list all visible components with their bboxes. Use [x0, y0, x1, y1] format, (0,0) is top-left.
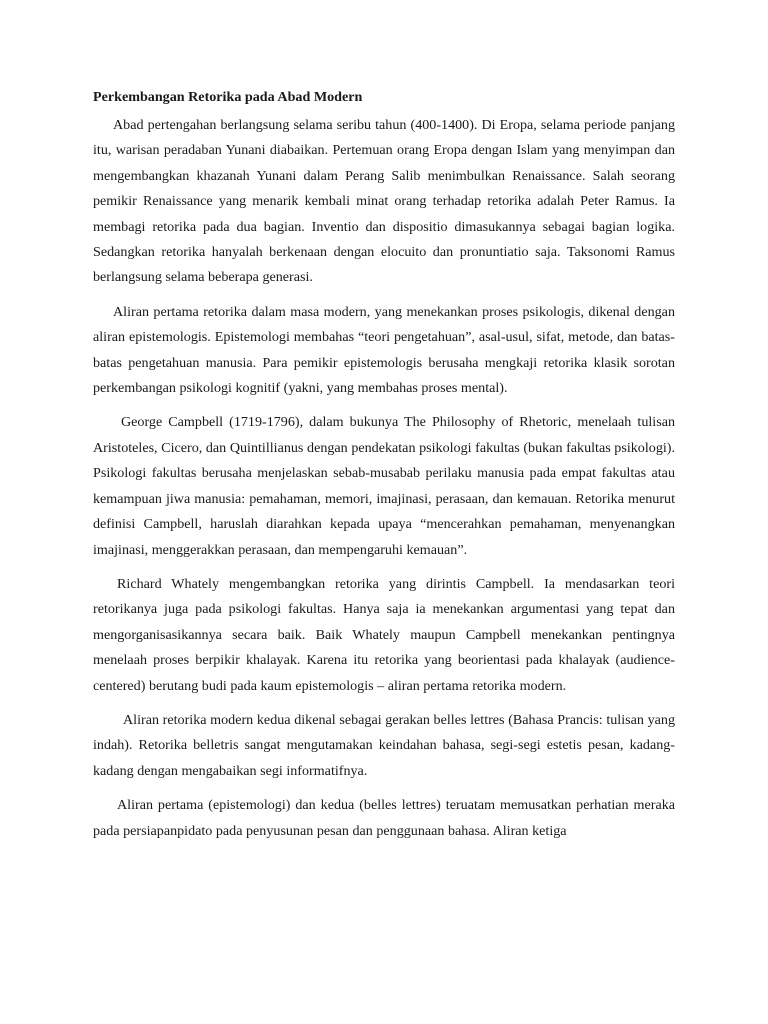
paragraph-richard-whately: Richard Whately mengembangkan retorika yang dirintis Campbell. Ia mendasarkan teori retorikanya juga pada psikologi fakultas. Hanya saja ia menekankan argumentasi yang tepat dan mengorganisasikannya secara baik. Baik Whately maupun Campbell menekankan pentingnya menelaah proses berpikir khalayak. Karena itu retorika yang beorientasi pada khalayak (audience-centered) berutang budi pada kaum epistemologis – aliran pertama retorika modern. [93, 575, 675, 694]
paragraph-belles-lettres: Aliran retorika modern kedua dikenal sebagai gerakan belles lettres (Bahasa Prancis: tulisan yang indah). Retorika belletris sangat mengutamakan keindahan bahasa, segi-segi estetis pesan, kadang-kadang dengan mengabaikan segi informatifnya. [93, 711, 675, 779]
paragraph-george-campbell: George Campbell (1719-1796), dalam bukunya The Philosophy of Rhetoric, menelaah tulisan Aristoteles, Cicero, dan Quintillianus dengan pendekatan psikologi fakultas (bukan fakultas psikologi). Psikologi fakultas berusaha menjelaskan sebab-musabab perilaku manusia pada empat fakultas atau kemampuan jiwa manusia: pemahaman, memori, imajinasi, perasaan, dan kemauan. Retorika menurut definisi Campbell, haruslah diarahkan kepada upaya “mencerahkan pemahaman, menyenangkan imajinasi, menggerakkan perasaan, dan mempengaruhi kemauan”. [93, 414, 675, 558]
document-page [93, 86, 675, 853]
paragraph-aliran-ketiga: Aliran pertama (epistemologi) dan kedua (belles lettres) teruatam memusatkan perhatian meraka pada persiapanpidato pada penyusunan pesan dan penggunaan bahasa. Aliran ketiga [93, 797, 675, 839]
document-heading: Perkembangan Retorika pada Abad Modern [93, 89, 363, 105]
paragraph-aliran-epistemologis: Aliran pertama retorika dalam masa modern, yang menekankan proses psikologis, dikenal dengan aliran epistemologis. Epistemologi membahas “teori pengetahuan”, asal-usul, sifat, metode, dan batas-batas pengetahuan manusia. Para pemikir epistemologis berusaha mengkaji retorika klasik sorotan perkembangan psikologi kognitif (yakni, yang membahas proses mental). [93, 303, 675, 397]
paragraph-abad-pertengahan: Abad pertengahan berlangsung selama seribu tahun (400-1400). Di Eropa, selama periode panjang itu, warisan peradaban Yunani diabaikan. Pertemuan orang Eropa dengan Islam yang menyimpan dan mengembangkan khazanah Yunani dalam Perang Salib menimbulkan Renaissance. Salah seorang pemikir Renaissance yang menarik kembali minat orang terhadap retorika adalah Peter Ramus. Ia membagi retorika pada dua bagian. Inventio dan dispositio dimasukannya sebagai bagian logika. Sedangkan retorika hanyalah berkenaan dengan elocuito dan pronuntiatio saja. Taksonomi Ramus berlangsung selama beberapa generasi. [93, 117, 675, 286]
